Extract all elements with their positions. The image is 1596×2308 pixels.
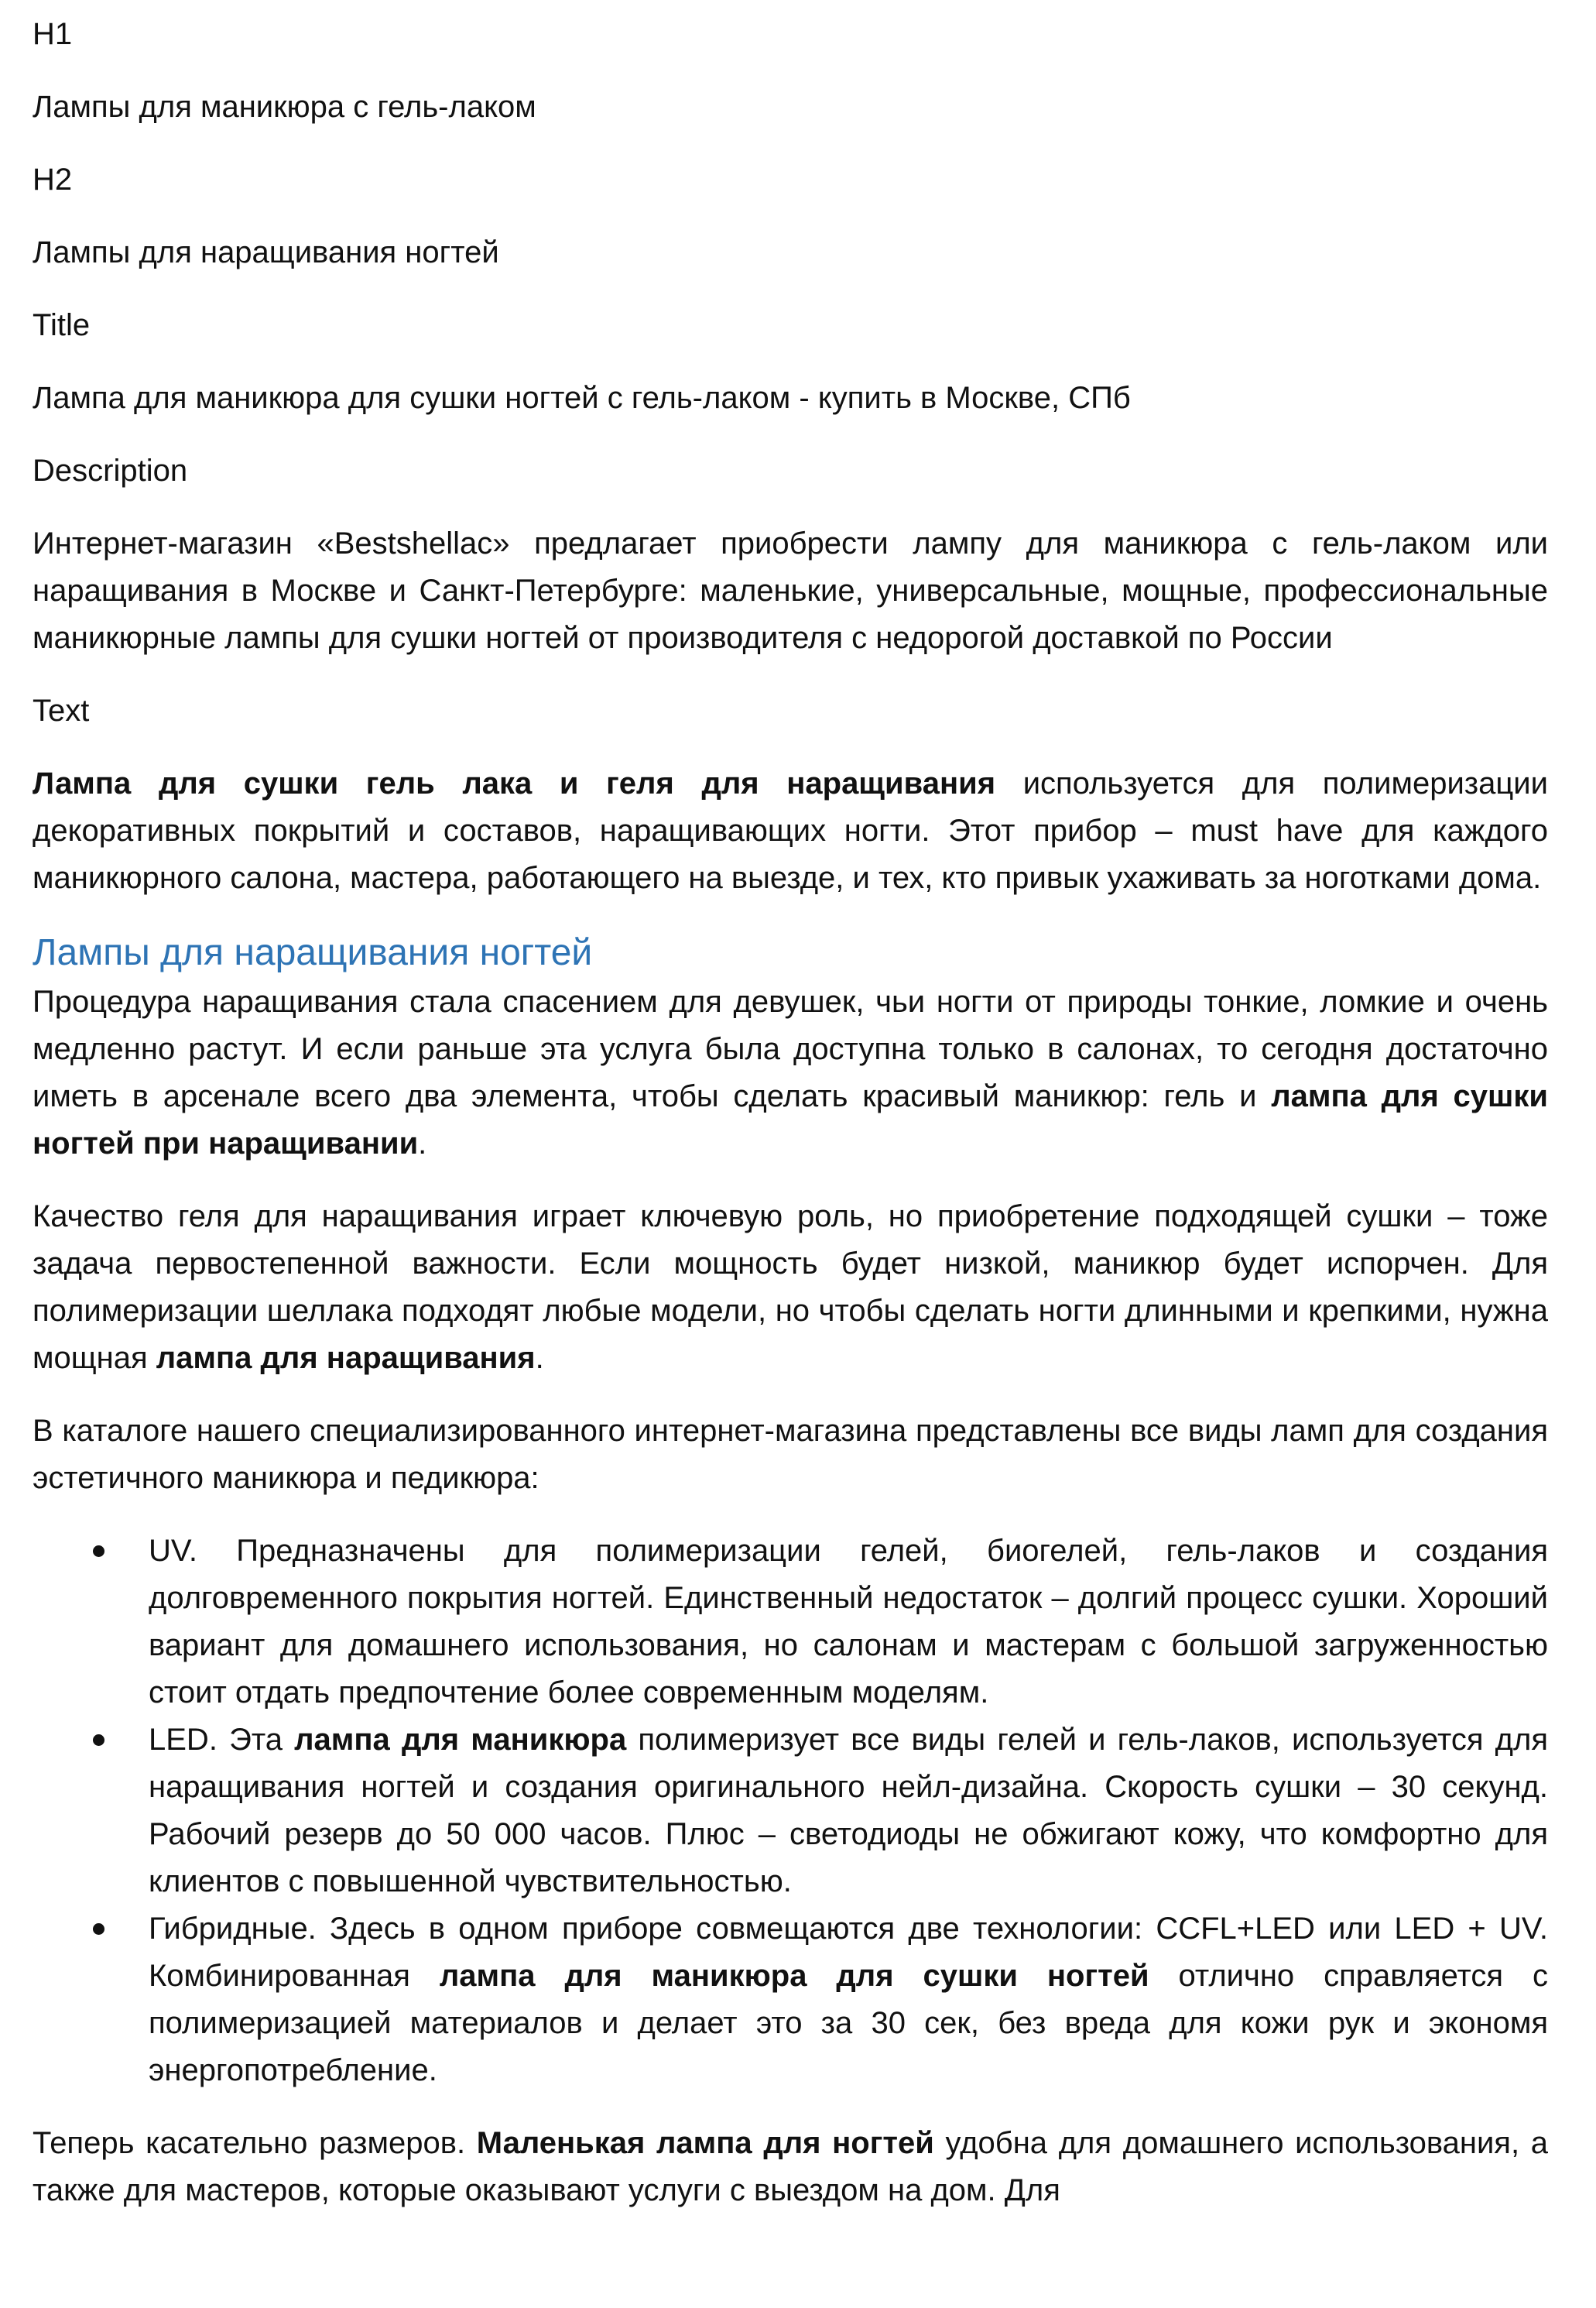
h1-label: H1: [33, 17, 73, 51]
description-value: Интернет-магазин «Bestshellac» предлагает приобрести лампу для маникюра с гель-лаком или наращивания в Москве и Санкт-Петербурге: маленькие, универсальные, мощные, профессиональные маникюрные лампы для сушки ногтей от производителя с недорогой доставкой по России: [33, 526, 1548, 655]
section-paragraph-1: [33, 979, 1548, 1168]
h2-label: H2: [33, 163, 73, 197]
closing-after: удобна для домашнего использования, а также для мастеров, которые оказывают услуги с выездом на дом. Для: [33, 2126, 1549, 2207]
closing-bold: Маленькая лампа для ногтей: [476, 2126, 934, 2160]
intro-paragraph: [33, 760, 1548, 902]
bullet-2-after: полимеризует все виды гелей и гель-лаков, используется для наращивания ногтей и создания оригинального нейл-дизайна. Скорость сушки – 30 секунд. Рабочий резерв до 50 000 часов. Плюс – светодиоды не обжигают кожу, что комфортно для клиентов с повышенной чувствительностью.: [149, 1723, 1548, 1898]
bullet-3-bold: лампа для маникюра для сушки ногтей: [439, 1959, 1149, 1993]
text-label: Text: [33, 694, 90, 728]
bullet-1-before: UV. Предназначены для полимеризации гелей, биогелей, гель-лаков и создания долговременного покрытия ногтей. Единственный недостаток – долгий процесс сушки. Хороший вариант для домашнего использования, но салонам и мастерам с большой загруженностью стоит отдать предпочтение более современным моделям.: [149, 1534, 1548, 1710]
bullet-icon: [93, 1923, 104, 1935]
title-value: Лампа для маникюра для сушки ногтей с гель-лаком - купить в Москве, СПб: [33, 381, 1131, 415]
section-p1-bold: лампа для сушки ногтей при наращивании: [33, 1079, 1548, 1161]
intro-bold: Лампа для сушки гель лака и геля для наращивания: [33, 766, 996, 801]
list-item: [33, 1528, 1548, 1716]
section-paragraph-2: [33, 1193, 1548, 1382]
list-item: [33, 1716, 1548, 1905]
bullet-3-before: Гибридные. Здесь в одном приборе совмещаются две технологии: CCFL+LED или LED + UV. Комбинированная: [149, 1912, 1548, 1993]
closing-before: Теперь касательно размеров.: [33, 2126, 477, 2160]
section-heading: Лампы для наращивания ногтей: [33, 932, 593, 973]
section-p1-text: Процедура наращивания стала спасением для девушек, чьи ногти от природы тонкие, ломкие и очень медленно растут. И если раньше эта услуга была доступна только в салонах, то сегодня достаточно иметь в арсенале всего два элемента, чтобы сделать красивый маникюр: гель и: [33, 985, 1548, 1113]
bullet-2-before: LED. Эта: [149, 1723, 295, 1757]
document-page: [33, 11, 1548, 2240]
closing-paragraph: [33, 2120, 1548, 2214]
section-p2-end: .: [535, 1341, 544, 1375]
bullet-2-bold: лампа для маникюра: [294, 1723, 627, 1757]
section-paragraph-3: В каталоге нашего специализированного интернет-магазина представлены все виды ламп для создания эстетичного маникюра и педикюра:: [33, 1414, 1548, 1495]
intro-rest: используется для полимеризации декоративных покрытий и составов, наращивающих ногти. Этот прибор – must have для каждого маникюрного салона, мастера, работающего на выезде, и тех, кто привык ухаживать за ноготками дома.: [33, 766, 1548, 895]
bullet-icon: [93, 1734, 104, 1746]
h1-value: Лампы для маникюра с гель-лаком: [33, 90, 536, 124]
section-p1-end: .: [418, 1127, 427, 1161]
h2-value: Лампы для наращивания ногтей: [33, 235, 499, 269]
section-p2-bold: лампа для наращивания: [156, 1341, 536, 1375]
section-p2-text: Качество геля для наращивания играет ключевую роль, но приобретение подходящей сушки – тоже задача первостепенной важности. Если мощность будет низкой, маникюр будет испорчен. Для полимеризации шеллака подходят любые модели, но чтобы сделать ногти длинными и крепкими, нужна мощная: [33, 1199, 1548, 1375]
lamp-types-list: [33, 1528, 1548, 2094]
bullet-icon: [93, 1545, 104, 1557]
title-label: Title: [33, 308, 91, 342]
list-item: [33, 1905, 1548, 2094]
bullet-3-after: отлично справляется с полимеризацией материалов и делает это за 30 сек, без вреда для кожи рук и экономя энергопотребление.: [149, 1959, 1548, 2087]
description-label: Description: [33, 454, 188, 488]
